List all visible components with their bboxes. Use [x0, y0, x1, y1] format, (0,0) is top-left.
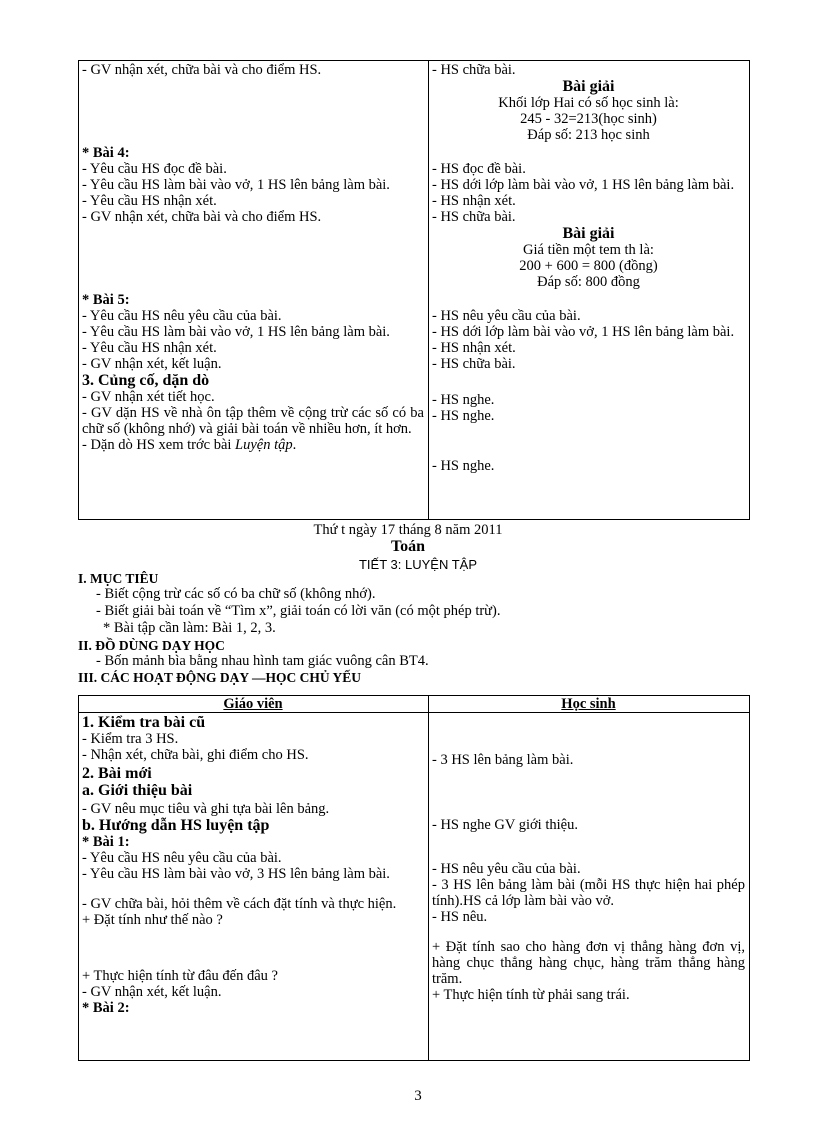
lesson-date: Thứ t ngày 17 tháng 8 năm 2011: [313, 522, 503, 538]
section-heading: 3. Củng cố, dặn dò: [82, 372, 210, 389]
lesson-name: Luyện tập: [235, 437, 293, 453]
solution-line: 200 + 600 = 800 (đồng): [519, 258, 658, 274]
text-line: - GV nhận xét, chữa bài và cho điểm HS.: [82, 62, 322, 78]
text-line: - GV nhận xét tiết học.: [82, 389, 215, 405]
text-line: - Yêu cầu HS đọc đề bài.: [82, 161, 227, 177]
student-column: [429, 713, 750, 1061]
text-line: - HS chữa bài.: [432, 62, 516, 78]
text-line: - HS đọc đề bài.: [432, 161, 526, 177]
text-line: - Nhận xét, chữa bài, ghi điểm cho HS.: [82, 747, 309, 763]
text-part: .: [292, 437, 297, 453]
text-line: + Thực hiện tính từ phải sang trái.: [432, 987, 630, 1003]
text-line: - 3 HS lên bảng làm bài (mỗi HS thực hiện hai phép tính).HS cả lớp làm bài vào vở.: [432, 877, 745, 909]
objective-line: - Biết giải bài toán về “Tìm x”, giải toán có lời văn (có một phép trừ).: [96, 603, 501, 619]
text-line: - HS nêu.: [432, 909, 488, 925]
exercise-heading: * Bài 2:: [82, 1000, 130, 1016]
exercise-heading: * Bài 1:: [82, 834, 130, 850]
header-teacher: Giáo viên: [79, 696, 429, 713]
text-line: - HS nhận xét.: [432, 193, 516, 209]
text-line: + Đặt tính như thế nào ?: [82, 912, 223, 928]
text-line: - HS chữa bài.: [432, 209, 516, 225]
solution-heading: Bài giải: [562, 78, 615, 95]
text-line: [82, 437, 424, 453]
teacher-column: [79, 713, 429, 1061]
text-part: - Dặn dò HS xem trớc bài: [82, 437, 236, 453]
text-line: - Yêu cầu HS làm bài vào vở, 1 HS lên bảng làm bài.: [82, 324, 390, 340]
text-line: + Thực hiện tính từ đâu đến đâu ?: [82, 968, 278, 984]
student-column: [429, 61, 750, 520]
section-heading: 1. Kiểm tra bài cũ: [82, 714, 206, 731]
page-number: 3: [414, 1088, 422, 1104]
objective-line: * Bài tập cần làm: Bài 1, 2, 3.: [103, 620, 276, 636]
solution-line: 245 - 32=213(học sinh): [520, 111, 657, 127]
exercise-heading: * Bài 5:: [82, 292, 130, 308]
text-line: + Đặt tính sao cho hàng đơn vị thẳng hàng đơn vị, hàng chục thẳng hàng chục, hàng trăm thẳng hàng trăm.: [432, 939, 745, 987]
text-line: - 3 HS lên bảng làm bài.: [432, 752, 574, 768]
section-heading-activities: III. CÁC HOẠT ĐỘNG DẠY —HỌC CHỦ YẾU: [78, 670, 362, 685]
text-line: - Yêu cầu HS nhận xét.: [82, 193, 217, 209]
section-heading-materials: II. ĐỒ DÙNG DẠY HỌC: [78, 638, 225, 653]
text-line: - Yêu cầu HS nhận xét.: [82, 340, 217, 356]
text-line: - HS nêu yêu cầu của bài.: [432, 308, 581, 324]
text-line: - HS nghe GV giới thiệu.: [432, 817, 578, 833]
text-line: - Yêu cầu HS nêu yêu cầu của bài.: [82, 850, 282, 866]
text-line: - GV dặn HS về nhà ôn tập thêm về cộng trừ các số có ba chữ số (không nhớ) và giải bài toán về nhiều hơn, ít hơn.: [82, 405, 424, 437]
text-line: - GV nhận xét, kết luận.: [82, 984, 222, 1000]
text-line: - GV nêu mục tiêu và ghi tựa bài lên bảng.: [82, 801, 330, 817]
lesson-title: TIẾT 3: LUYỆN TẬP: [358, 557, 477, 572]
activity-table: [78, 695, 750, 1061]
solution-line: Đáp số: 213 học sinh: [527, 127, 650, 143]
text-line: - GV nhận xét, kết luận.: [82, 356, 222, 372]
solution-line: Khối lớp Hai có số học sinh là:: [498, 95, 679, 111]
text-line: - HS chữa bài.: [432, 356, 516, 372]
text-line: - GV nhận xét, chữa bài và cho điểm HS.: [82, 209, 322, 225]
text-line: - Yêu cầu HS làm bài vào vở, 3 HS lên bảng làm bài.: [82, 866, 390, 882]
activity-table-continued: [78, 60, 750, 520]
text-line: - HS nghe.: [432, 392, 495, 408]
solution-line: Giá tiền một tem th là:: [523, 242, 654, 258]
section-heading: 2. Bài mới: [82, 765, 152, 782]
subject-title: Toán: [390, 538, 426, 555]
text-line: - Kiểm tra 3 HS.: [82, 731, 179, 747]
section-heading-objectives: I. MỤC TIÊU: [78, 571, 159, 586]
section-heading: a. Giới thiệu bài: [82, 782, 193, 799]
text-line: - HS dới lớp làm bài vào vở, 1 HS lên bảng làm bài.: [432, 324, 735, 340]
text-line: - HS nêu yêu cầu của bài.: [432, 861, 581, 877]
section-heading: b. Hướng dẫn HS luyện tập: [82, 817, 270, 834]
header-student: Học sinh: [429, 696, 750, 713]
text-line: - HS nhận xét.: [432, 340, 516, 356]
text-line: - HS dới lớp làm bài vào vở, 1 HS lên bảng làm bài.: [432, 177, 735, 193]
objective-line: - Biết cộng trừ các số có ba chữ số (không nhớ).: [96, 586, 376, 602]
solution-heading: Bài giải: [562, 225, 615, 242]
text-line: - HS nghe.: [432, 458, 495, 474]
solution-line: Đáp số: 800 đồng: [537, 274, 640, 290]
exercise-heading: * Bài 4:: [82, 145, 130, 161]
text-line: - GV chữa bài, hỏi thêm về cách đặt tính và thực hiện.: [82, 896, 397, 912]
text-line: - Yêu cầu HS nêu yêu cầu của bài.: [82, 308, 282, 324]
teacher-column: [79, 61, 429, 520]
text-line: - HS nghe.: [432, 408, 495, 424]
text-line: - Yêu cầu HS làm bài vào vở, 1 HS lên bảng làm bài.: [82, 177, 390, 193]
materials-line: - Bốn mảnh bìa bằng nhau hình tam giác vuông cân BT4.: [96, 653, 429, 669]
